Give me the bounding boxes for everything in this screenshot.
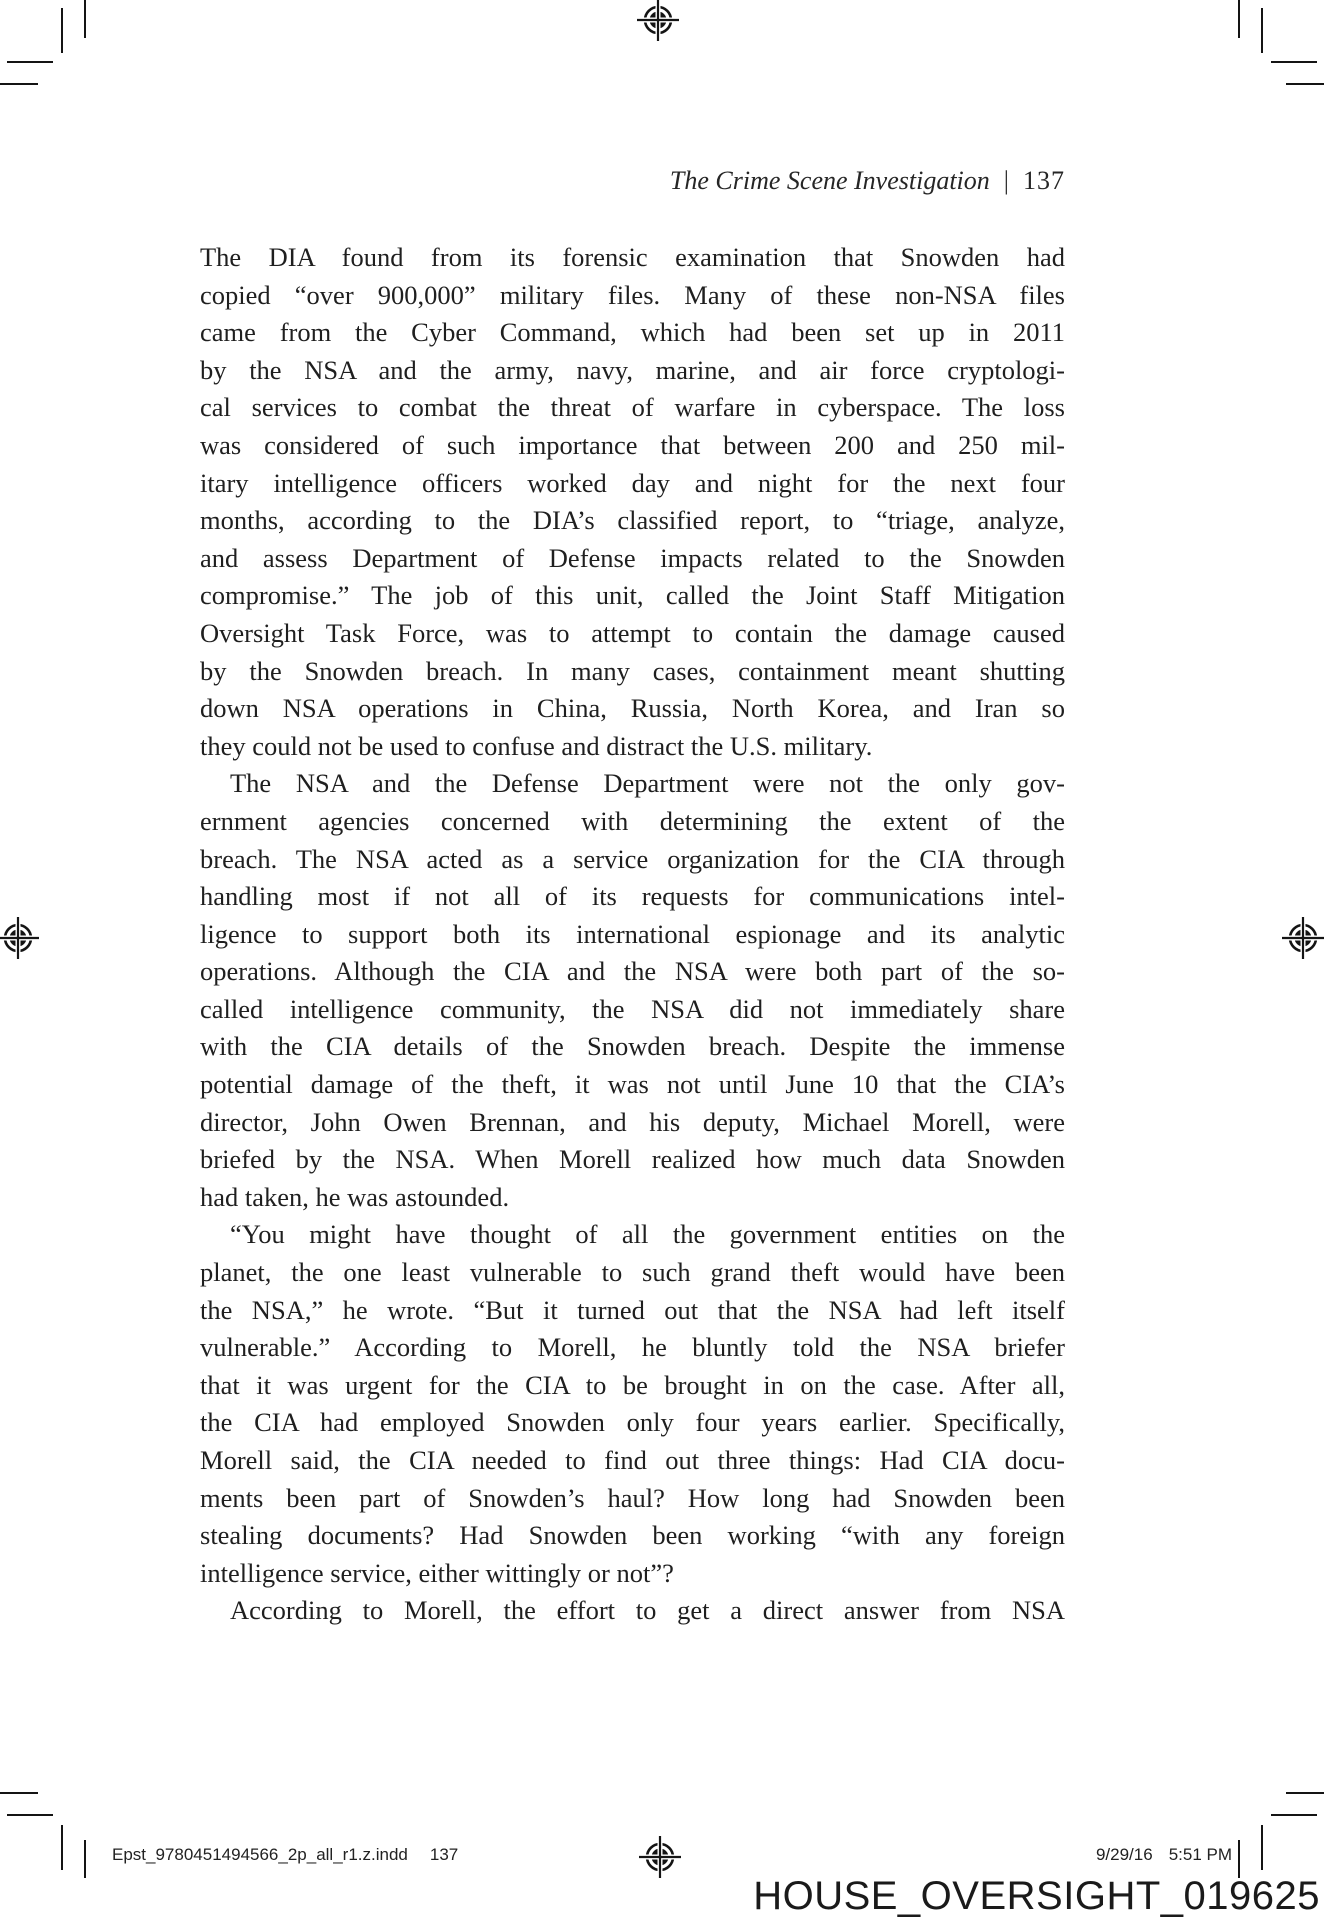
text-line: they could not be used to confuse and distract the U.S. military. bbox=[200, 730, 873, 761]
text-line: ligence to support both its international espionage and its analytic bbox=[200, 918, 1065, 949]
text-line: was considered of such importance that between 200 and 250 mil- bbox=[200, 429, 1065, 460]
slug-file-name: Epst_9780451494566_2p_all_r1.z.indd bbox=[112, 1845, 408, 1864]
crop-mark-line bbox=[0, 1792, 38, 1794]
slug-line-right bbox=[832, 1845, 1232, 1865]
crop-mark-line bbox=[1238, 1840, 1240, 1878]
text-line: the CIA had employed Snowden only four years earlier. Specifically, bbox=[200, 1407, 1065, 1438]
text-line: the NSA,” he wrote. “But it turned out that the NSA had left itself bbox=[200, 1294, 1065, 1325]
text-line: According to Morell, the effort to get a direct answer from NSA bbox=[230, 1595, 1065, 1626]
crop-mark-line bbox=[84, 1840, 86, 1878]
text-line: Oversight Task Force, was to attempt to contain the damage caused bbox=[200, 617, 1065, 648]
text-line: and assess Department of Defense impacts related to the Snowden bbox=[200, 542, 1065, 573]
text-line: by the NSA and the army, navy, marine, and air force cryptologi- bbox=[200, 354, 1065, 385]
text-line: by the Snowden breach. In many cases, containment meant shutting bbox=[200, 655, 1065, 686]
slug-page-number: 137 bbox=[429, 1845, 459, 1864]
registration-mark-right-icon bbox=[1281, 916, 1324, 960]
text-line: with the CIA details of the Snowden breach. Despite the immense bbox=[200, 1031, 1065, 1062]
text-line: that it was urgent for the CIA to be brought in on the case. After all, bbox=[200, 1369, 1065, 1400]
text-line: ernment agencies concerned with determining the extent of the bbox=[200, 805, 1065, 836]
text-line: down NSA operations in China, Russia, North Korea, and Iran so bbox=[200, 693, 1065, 724]
registration-mark-bottom-icon bbox=[638, 1835, 682, 1879]
text-line: handling most if not all of its requests for communications intel- bbox=[200, 881, 1065, 912]
text-line: intelligence service, either wittingly or not”? bbox=[200, 1557, 674, 1588]
text-line: director, John Owen Brennan, and his deputy, Michael Morell, were bbox=[200, 1106, 1065, 1137]
crop-mark-line bbox=[7, 1814, 53, 1816]
text-line: “You might have thought of all the government entities on the bbox=[230, 1219, 1065, 1250]
text-line: ments been part of Snowden’s haul? How long had Snowden been bbox=[200, 1482, 1065, 1513]
crop-mark-line bbox=[84, 0, 86, 38]
running-title: The Crime Scene Investigation bbox=[669, 166, 990, 195]
running-head-separator: | bbox=[1003, 166, 1009, 195]
text-line: cal services to combat the threat of warfare in cyberspace. The loss bbox=[200, 392, 1065, 423]
slug-date: 9/29/16 bbox=[1095, 1845, 1153, 1864]
body-text bbox=[200, 239, 1065, 1630]
crop-mark-line bbox=[61, 1825, 63, 1870]
text-line: briefed by the NSA. When Morell realized how much data Snowden bbox=[200, 1144, 1065, 1175]
registration-mark-left-icon bbox=[0, 916, 40, 960]
crop-mark-line bbox=[1286, 1792, 1324, 1794]
text-line: Morell said, the CIA needed to find out three things: Had CIA docu- bbox=[200, 1445, 1065, 1475]
crop-mark-line bbox=[0, 83, 38, 85]
text-line: itary intelligence officers worked day and night for the next four bbox=[200, 467, 1065, 498]
page-number: 137 bbox=[1023, 166, 1065, 195]
text-line: potential damage of the theft, it was not until June 10 that the CIA’s bbox=[200, 1069, 1065, 1100]
slug-time: 5:51 PM bbox=[1168, 1845, 1232, 1864]
text-line: stealing documents? Had Snowden been working “with any foreign bbox=[200, 1520, 1065, 1551]
crop-mark-line bbox=[1261, 1825, 1263, 1870]
crop-mark-line bbox=[7, 61, 53, 63]
text-line: vulnerable.” According to Morell, he bluntly told the NSA briefer bbox=[200, 1332, 1065, 1363]
crop-mark-line bbox=[1238, 0, 1240, 38]
registration-mark-top-icon bbox=[636, 0, 680, 42]
crop-mark-line bbox=[61, 8, 63, 53]
crop-mark-line bbox=[1271, 1814, 1317, 1816]
text-line: compromise.” The job of this unit, called the Joint Staff Mitigation bbox=[200, 580, 1065, 611]
text-line: called intelligence community, the NSA did not immediately share bbox=[200, 993, 1065, 1024]
text-line: copied “over 900,000” military files. Many of these non-NSA files bbox=[200, 279, 1065, 310]
running-head bbox=[200, 166, 1065, 196]
text-line: planet, the one least vulnerable to such grand theft would have been bbox=[200, 1257, 1065, 1288]
text-line: had taken, he was astounded. bbox=[200, 1181, 510, 1212]
text-line: The DIA found from its forensic examination that Snowden had bbox=[200, 242, 1065, 272]
crop-mark-line bbox=[1286, 83, 1324, 85]
text-line: operations. Although the CIA and the NSA were both part of the so- bbox=[200, 956, 1065, 987]
bates-stamp: HOUSE_OVERSIGHT_019625 bbox=[753, 1874, 1320, 1918]
slug-line-left bbox=[112, 1845, 458, 1865]
text-line: months, according to the DIA’s classified report, to “triage, analyze, bbox=[200, 505, 1065, 536]
text-line: breach. The NSA acted as a service organization for the CIA through bbox=[200, 843, 1065, 874]
text-line: came from the Cyber Command, which had been set up in 2011 bbox=[200, 317, 1065, 348]
crop-mark-line bbox=[1271, 61, 1317, 63]
text-line: The NSA and the Defense Department were not the only gov- bbox=[230, 768, 1065, 799]
crop-mark-line bbox=[1261, 8, 1263, 53]
